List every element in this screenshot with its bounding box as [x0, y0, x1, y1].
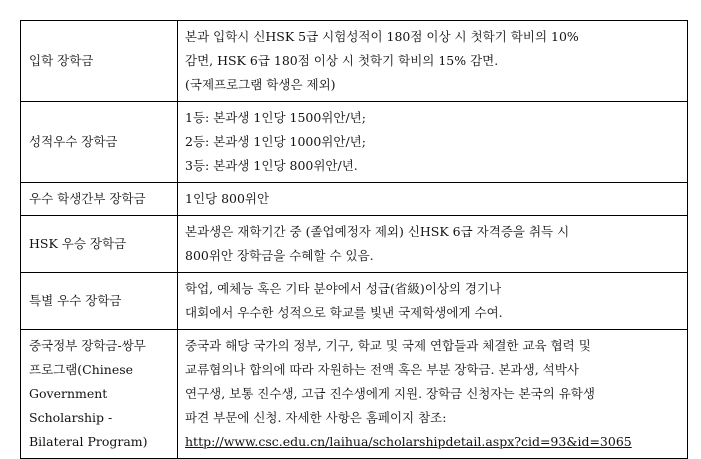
description-line: 교류협의나 합의에 따라 자원하는 전액 혹은 부분 장학금. 본과생, 석박사	[185, 362, 579, 377]
scholarship-description-cell	[178, 330, 688, 459]
scholarship-name-cell	[21, 102, 178, 183]
description-line: 중국과 해당 국가의 정부, 기구, 학교 및 국제 연합들과 체결한 교육 협력 및	[185, 338, 591, 353]
scholarship-name-cell	[21, 21, 178, 102]
scholarship-name-cell	[21, 216, 178, 273]
scholarship-name: Bilateral Program)	[29, 434, 148, 449]
scholarship-table	[20, 20, 688, 459]
description-line: 연구생, 보통 진수생, 고급 진수생에게 지원. 장학금 신청자는 본국의 유학생	[185, 386, 595, 401]
scholarship-description-cell	[178, 21, 688, 102]
scholarship-description-cell	[178, 183, 688, 216]
table-row	[21, 21, 688, 102]
table-row	[21, 183, 688, 216]
description-line: 1등: 본과생 1인당 1500위안/년;	[185, 110, 366, 125]
description-line: 800위안 장학금을 수혜할 수 있음.	[185, 248, 374, 263]
scholarship-name-cell	[21, 330, 178, 459]
scholarship-name: 중국정부 장학금-쌍무	[29, 338, 146, 353]
description-line: 파견 부문에 신청. 자세한 사항은 홈페이지 참조:	[185, 410, 447, 425]
scholarship-name: 특별 우수 장학금	[29, 293, 122, 308]
description-line: 1인당 800위안	[185, 191, 270, 206]
scholarship-name: Scholarship -	[29, 410, 113, 425]
scholarship-name: 입학 장학금	[29, 53, 94, 68]
table-row	[21, 102, 688, 183]
scholarship-name: 우수 학생간부 장학금	[29, 191, 146, 206]
scholarship-description-cell	[178, 102, 688, 183]
scholarship-name: Government	[29, 386, 108, 401]
scholarship-description-cell	[178, 273, 688, 330]
scholarship-name: HSK 우승 장학금	[29, 236, 127, 251]
description-line: 학업, 예체능 혹은 기타 분야에서 성급(省級)이상의 경기나	[185, 281, 502, 296]
description-line: 본과생은 재학기간 중 (졸업예정자 제외) 신HSK 6급 자격증을 취득 시	[185, 224, 570, 239]
description-line: 대회에서 우수한 성적으로 학교를 빛낸 국제학생에게 수여.	[185, 305, 503, 320]
scholarship-name: 프로그램(Chinese	[29, 362, 134, 377]
description-line: 감면, HSK 6급 180점 이상 시 첫학기 학비의 15% 감면.	[185, 53, 499, 68]
description-line: 3등: 본과생 1인당 800위안/년.	[185, 158, 358, 173]
description-line: 본과 입학시 신HSK 5급 시험성적이 180점 이상 시 첫학기 학비의 10%	[185, 29, 579, 44]
description-line: 2등: 본과생 1인당 1000위안/년;	[185, 134, 366, 149]
description-line: (국제프로그램 학생은 제외)	[185, 77, 336, 92]
table-row	[21, 216, 688, 273]
scholarship-name: 성적우수 장학금	[29, 134, 118, 149]
scholarship-name-cell	[21, 183, 178, 216]
table-row	[21, 273, 688, 330]
homepage-link[interactable]: http://www.csc.edu.cn/laihua/scholarshipdetail.aspx?cid=93&id=3065	[185, 434, 632, 449]
scholarship-description-cell	[178, 216, 688, 273]
scholarship-name-cell	[21, 273, 178, 330]
table-row	[21, 330, 688, 459]
